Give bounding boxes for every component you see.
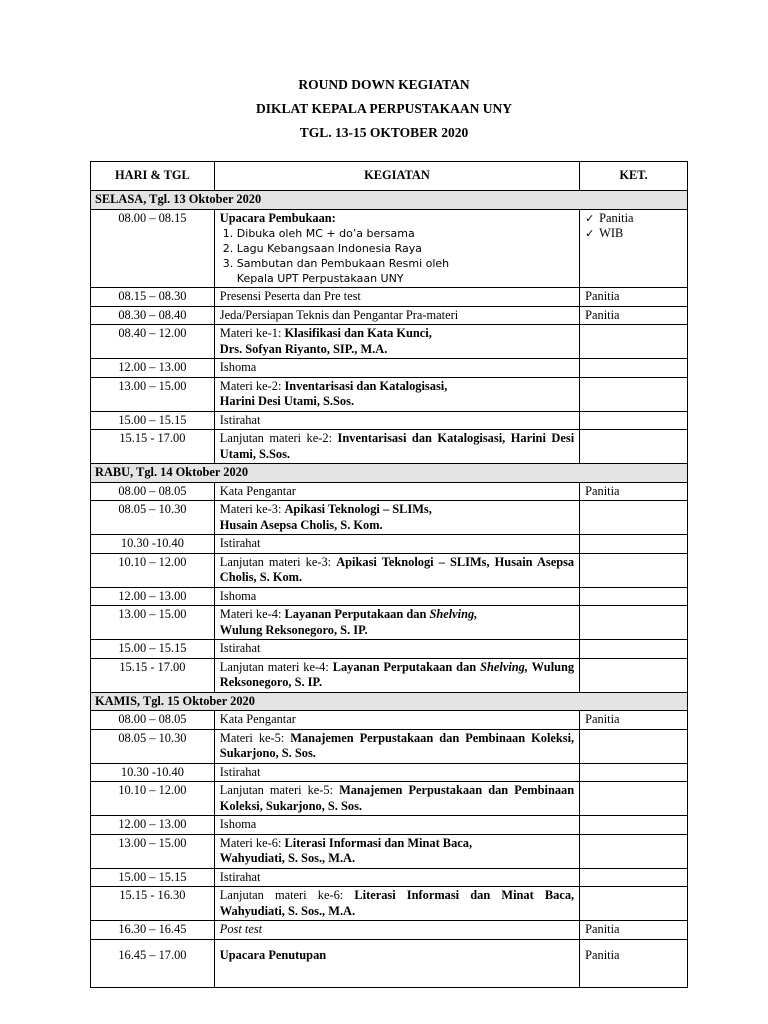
activity-topic: Layanan Perputakaan dan [332,659,477,674]
activity-prefix: Lanjutan materi ke-3: [219,554,337,569]
ket-cell: Panitia [580,288,688,307]
list-item-text: Sambutan dan Pembukaan Resmi oleh [236,257,450,270]
time-cell: 13.00 – 15.00 [91,606,215,640]
activity-topic: Literasi Informasi dan Minat Baca, [284,835,473,850]
table-row [91,587,688,606]
time-cell: 08.05 – 10.30 [91,729,215,763]
activity-topic: Apikasi Teknologi – SLIMs, Husain Asepsa Cholis, S. Kom. [219,554,575,584]
ket-cell [580,763,688,782]
activity-cell [214,501,579,535]
time-cell: 15.00 – 15.15 [91,640,215,659]
table-row [91,209,688,288]
activity-cell: Jeda/Persiapan Teknis dan Pengantar Pra-materi [214,306,579,325]
day-row [91,692,688,711]
table-header-row [91,162,688,191]
activity-topic: Klasifikasi dan Kata Kunci, [284,326,432,340]
ket-item [585,226,682,241]
activity-cell: Ishoma [214,816,579,835]
table-row [91,430,688,464]
time-cell: 16.30 – 16.45 [91,921,215,940]
table-row [91,782,688,816]
speaker-name: Harini Desi Utami, S.Sos. [219,394,355,408]
ket-cell [580,729,688,763]
time-cell: 08.30 – 08.40 [91,306,215,325]
speaker-name: Husain Asepsa Cholis, S. Kom. [219,517,383,532]
activity-prefix: Lanjutan materi ke-5: [219,783,340,797]
activity-cell [214,606,579,640]
col-header-kegiatan: KEGIATAN [214,162,579,191]
table-row [91,711,688,730]
table-row [91,834,688,868]
table-row [91,411,688,430]
activity-topic: Manajemen Perpustakaan dan Pembinaan Koleksi, Sukarjono, S. Sos. [219,783,575,813]
time-cell: 08.15 – 08.30 [91,288,215,307]
activity-prefix: Lanjutan materi ke-2: [219,431,338,445]
activity-topic: Apikasi Teknologi – SLIMs, [284,502,432,516]
ket-cell [580,816,688,835]
ket-cell [580,640,688,659]
ket-cell [580,782,688,816]
table-row [91,658,688,692]
activity-cell [214,553,579,587]
activity-prefix: Materi ke-6: [219,835,285,850]
time-cell: 10.10 – 12.00 [91,782,215,816]
table-row [91,288,688,307]
activity-cell [214,658,579,692]
activity-cell: Ishoma [214,359,579,378]
time-cell: 15.15 - 17.00 [91,430,215,464]
ket-item [585,211,682,226]
speaker-name: Wulung Reksonegoro, S. IP. [219,622,368,637]
activity-prefix: Lanjutan materi ke-6: [219,888,355,902]
time-cell: 15.15 - 16.30 [91,887,215,921]
time-cell: 12.00 – 13.00 [91,587,215,606]
ket-cell [580,553,688,587]
activity-cell: Istirahat [214,763,579,782]
activity-cell: Upacara Penutupan [214,939,579,987]
time-cell: 08.00 – 08.15 [91,209,215,288]
activity-prefix: Materi ke-5: [219,730,291,745]
activity-cell: Kata Pengantar [214,711,579,730]
time-cell: 13.00 – 15.00 [91,834,215,868]
ket-text: WIB [599,225,624,240]
time-cell: 15.15 - 17.00 [91,658,215,692]
ket-cell [580,587,688,606]
time-cell: 12.00 – 13.00 [91,816,215,835]
list-item: 1. Dibuka oleh MC + do’a bersama [237,226,574,241]
activity-prefix: Lanjutan materi ke-4: [219,659,333,674]
activity-cell: Istirahat [214,868,579,887]
table-row [91,816,688,835]
activity-cell [214,729,579,763]
ket-cell [580,868,688,887]
checkmark-icon: ✓ [585,226,595,240]
activity-cell: Presensi Peserta dan Pre test [214,288,579,307]
time-cell: 16.45 – 17.00 [91,939,215,987]
activity-prefix: Materi ke-2: [219,378,285,393]
speaker-name: Wahyudiati, S. Sos., M.A. [219,851,356,865]
activity-topic: Literasi Informasi dan Minat Baca, Wahyudiati, S. Sos., M.A. [219,888,575,918]
table-row [91,606,688,640]
day-label: RABU, Tgl. 14 Oktober 2020 [91,464,688,483]
schedule-table [90,161,688,988]
activity-prefix: Materi ke-3: [219,502,285,516]
day-label: SELASA, Tgl. 13 Oktober 2020 [91,191,688,210]
table-row [91,640,688,659]
ket-cell: Panitia [580,482,688,501]
activity-cell [214,325,579,359]
activity-prefix: Materi ke-1: [219,326,285,340]
table-row [91,763,688,782]
activity-cell: Ishoma [214,587,579,606]
day-label: KAMIS, Tgl. 15 Oktober 2020 [91,692,688,711]
time-cell: 15.00 – 15.15 [91,868,215,887]
ket-text: Panitia [599,210,634,225]
activity-cell: Kata Pengantar [214,482,579,501]
ket-cell: Panitia [580,306,688,325]
activity-topic-italic: Shelving, [429,607,478,621]
table-row [91,306,688,325]
activity-topic: Inventarisasi dan Katalogisasi, [284,378,448,393]
doc-subtitle: DIKLAT KEPALA PERPUSTAKAAN UNY [256,101,512,116]
list-item-text-cont: Kepala UPT Perpustakaan UNY [236,272,404,285]
table-row [91,921,688,940]
time-cell: 10.30 -10.40 [91,535,215,554]
col-header-hari: HARI & TGL [91,162,215,191]
day-row [91,464,688,483]
activity-title: Upacara Pembukaan: [219,210,336,225]
activity-cell [214,377,579,411]
time-cell: 13.00 – 15.00 [91,377,215,411]
ket-cell: Panitia [580,921,688,940]
ket-cell: Panitia [580,939,688,987]
activity-cell: Istirahat [214,535,579,554]
time-cell: 08.40 – 12.00 [91,325,215,359]
document-header [0,76,768,148]
ket-cell [580,887,688,921]
time-cell: 12.00 – 13.00 [91,359,215,378]
activity-cell: Istirahat [214,640,579,659]
activity-topic: Layanan Perputakaan dan [284,607,430,621]
ket-cell [580,359,688,378]
doc-date: TGL. 13-15 OKTOBER 2020 [299,125,469,140]
table-row [91,939,688,987]
speaker-name: Drs. Sofyan Riyanto, SIP., M.A. [219,341,388,356]
activity-cell [214,887,579,921]
table-row [91,729,688,763]
ket-cell [580,209,688,288]
activity-prefix: Materi ke-4: [219,607,285,621]
ket-cell [580,377,688,411]
table-row [91,887,688,921]
ket-cell [580,501,688,535]
table-row [91,868,688,887]
activity-cell: Post test [214,921,579,940]
activity-topic: Manajemen Perpustakaan dan Pembinaan Koleksi, Sukarjono, S. Sos. [219,730,575,760]
day-row [91,191,688,210]
activity-cell [214,834,579,868]
table-row [91,501,688,535]
ket-cell [580,430,688,464]
list-item: 2. Lagu Kebangsaan Indonesia Raya [237,241,574,256]
activity-cell: Istirahat [214,411,579,430]
doc-title: ROUND DOWN KEGIATAN [298,77,470,92]
list-item [237,256,574,286]
time-cell: 08.00 – 08.05 [91,482,215,501]
table-row [91,377,688,411]
time-cell: 08.00 – 08.05 [91,711,215,730]
time-cell: 10.30 -10.40 [91,763,215,782]
ket-cell [580,411,688,430]
speaker-name: Wulung Reksonegoro, S. IP. [219,659,575,689]
opening-items [220,226,574,286]
checkmark-icon: ✓ [585,211,595,225]
ket-cell [580,606,688,640]
time-cell: 08.05 – 10.30 [91,501,215,535]
time-cell: 15.00 – 15.15 [91,411,215,430]
activity-cell [214,209,579,288]
ket-cell [580,535,688,554]
table-row [91,535,688,554]
activity-topic-italic: Shelving, [480,659,528,674]
time-cell: 10.10 – 12.00 [91,553,215,587]
activity-cell [214,430,579,464]
ket-cell: Panitia [580,711,688,730]
table-row [91,325,688,359]
activity-cell [214,782,579,816]
table-row [91,553,688,587]
ket-cell [580,658,688,692]
table-row [91,359,688,378]
ket-cell [580,834,688,868]
col-header-ket: KET. [580,162,688,191]
table-row [91,482,688,501]
activity-topic: Inventarisasi dan Katalogisasi, Harini Desi Utami, S.Sos. [219,431,575,461]
ket-cell [580,325,688,359]
